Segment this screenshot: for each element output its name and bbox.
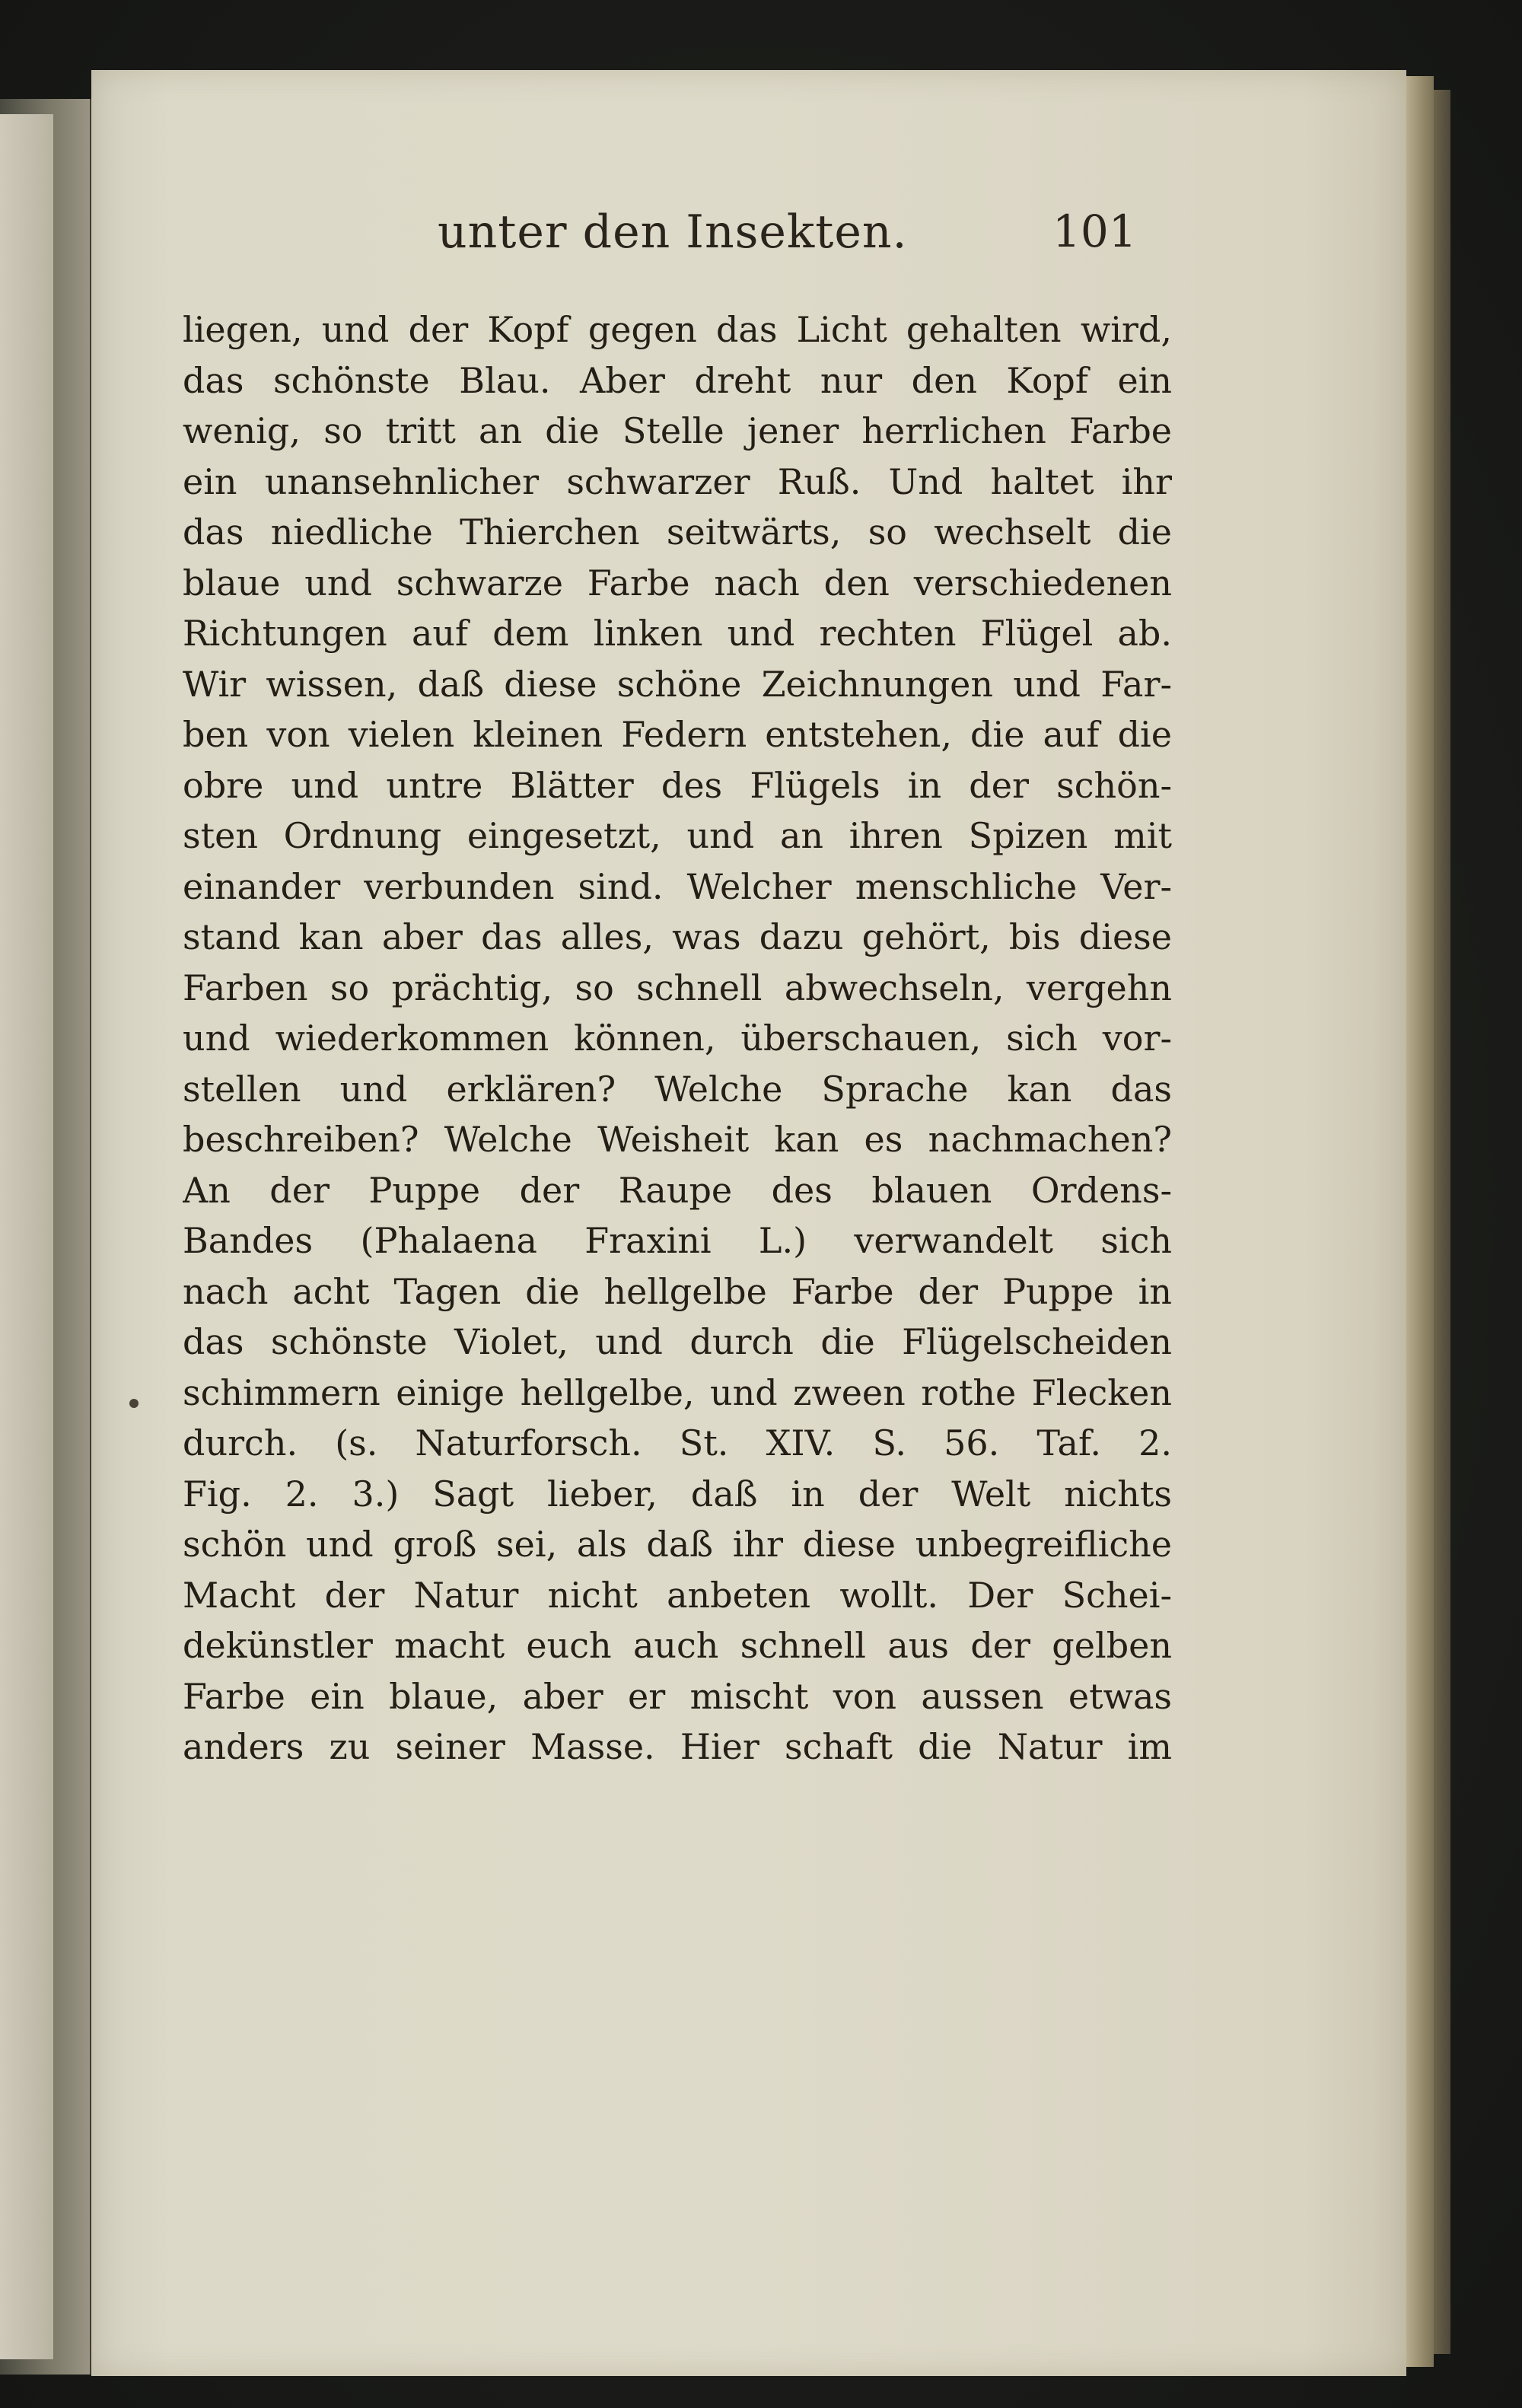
- text-line: Farbe ein blaue, aber er mischt von aussen etwas: [183, 1675, 1172, 1717]
- text-line: blaue und schwarze Farbe nach den verschiedenen: [183, 562, 1172, 604]
- text-line: liegen, und der Kopf gegen das Licht gehalten wird,: [183, 309, 1172, 350]
- text-line: das schönste Violet, und durch die Flügelscheiden: [183, 1321, 1172, 1362]
- text-line: schön und groß sei, als daß ihr diese unbegreifliche: [183, 1524, 1172, 1565]
- page-header: [438, 205, 1161, 274]
- text-line: Wir wissen, daß diese schöne Zeichnungen und Far-: [183, 663, 1172, 705]
- text-line: stand kan aber das alles, was dazu gehört, bis diese: [183, 916, 1172, 957]
- text-line: schimmern einige hellgelbe, und zween rothe Flecken: [183, 1371, 1172, 1413]
- text-line: An der Puppe der Raupe des blauen Ordens-: [183, 1169, 1172, 1211]
- body-text: [183, 304, 1172, 1773]
- running-head: unter den Insekten.: [438, 205, 908, 259]
- text-line: einander verbunden sind. Welcher menschliche Ver-: [183, 865, 1172, 907]
- text-line: Richtungen auf dem linken und rechten Flügel ab.: [183, 613, 1172, 654]
- text-line: ein unansehnlicher schwarzer Ruß. Und haltet ihr: [183, 460, 1172, 502]
- text-line: dekünstler macht euch auch schnell aus der gelben: [183, 1625, 1172, 1666]
- margin-mark: [129, 1399, 139, 1408]
- text-line: Bandes (Phalaena Fraxini L.) verwandelt sich: [183, 1220, 1172, 1261]
- left-page-fragment: [0, 114, 53, 2359]
- page-number: 101: [1052, 205, 1137, 257]
- text-line: nach acht Tagen die hellgelbe Farbe der Puppe in: [183, 1270, 1172, 1312]
- text-line: sten Ordnung eingesetzt, und an ihren Spizen mit: [183, 815, 1172, 856]
- text-line: Macht der Natur nicht anbeten wollt. Der Schei-: [183, 1574, 1172, 1616]
- text-line: ben von vielen kleinen Federn entstehen, die auf die: [183, 714, 1172, 755]
- text-line: anders zu seiner Masse. Hier schaft die Natur im: [183, 1726, 1172, 1767]
- text-line: das schönste Blau. Aber dreht nur den Kopf ein: [183, 359, 1172, 401]
- text-line: wenig, so tritt an die Stelle jener herrlichen Farbe: [183, 410, 1172, 451]
- page-block-edge: [1406, 76, 1434, 2367]
- text-line: durch. (s. Naturforsch. St. XIV. S. 56. Taf. 2.: [183, 1422, 1172, 1464]
- text-line: das niedliche Thierchen seitwärts, so wechselt die: [183, 511, 1172, 553]
- text-line: stellen und erklären? Welche Sprache kan das: [183, 1068, 1172, 1110]
- text-line: beschreiben? Welche Weisheit kan es nachmachen?: [183, 1119, 1172, 1160]
- text-line: Fig. 2. 3.) Sagt lieber, daß in der Welt nichts: [183, 1473, 1172, 1515]
- text-line: obre und untre Blätter des Flügels in der schön-: [183, 764, 1172, 806]
- text-line: und wiederkommen können, überschauen, sich vor-: [183, 1018, 1172, 1059]
- book-cover-edge: [1434, 90, 1450, 2354]
- text-line: Farben so prächtig, so schnell abwechseln, vergehn: [183, 967, 1172, 1008]
